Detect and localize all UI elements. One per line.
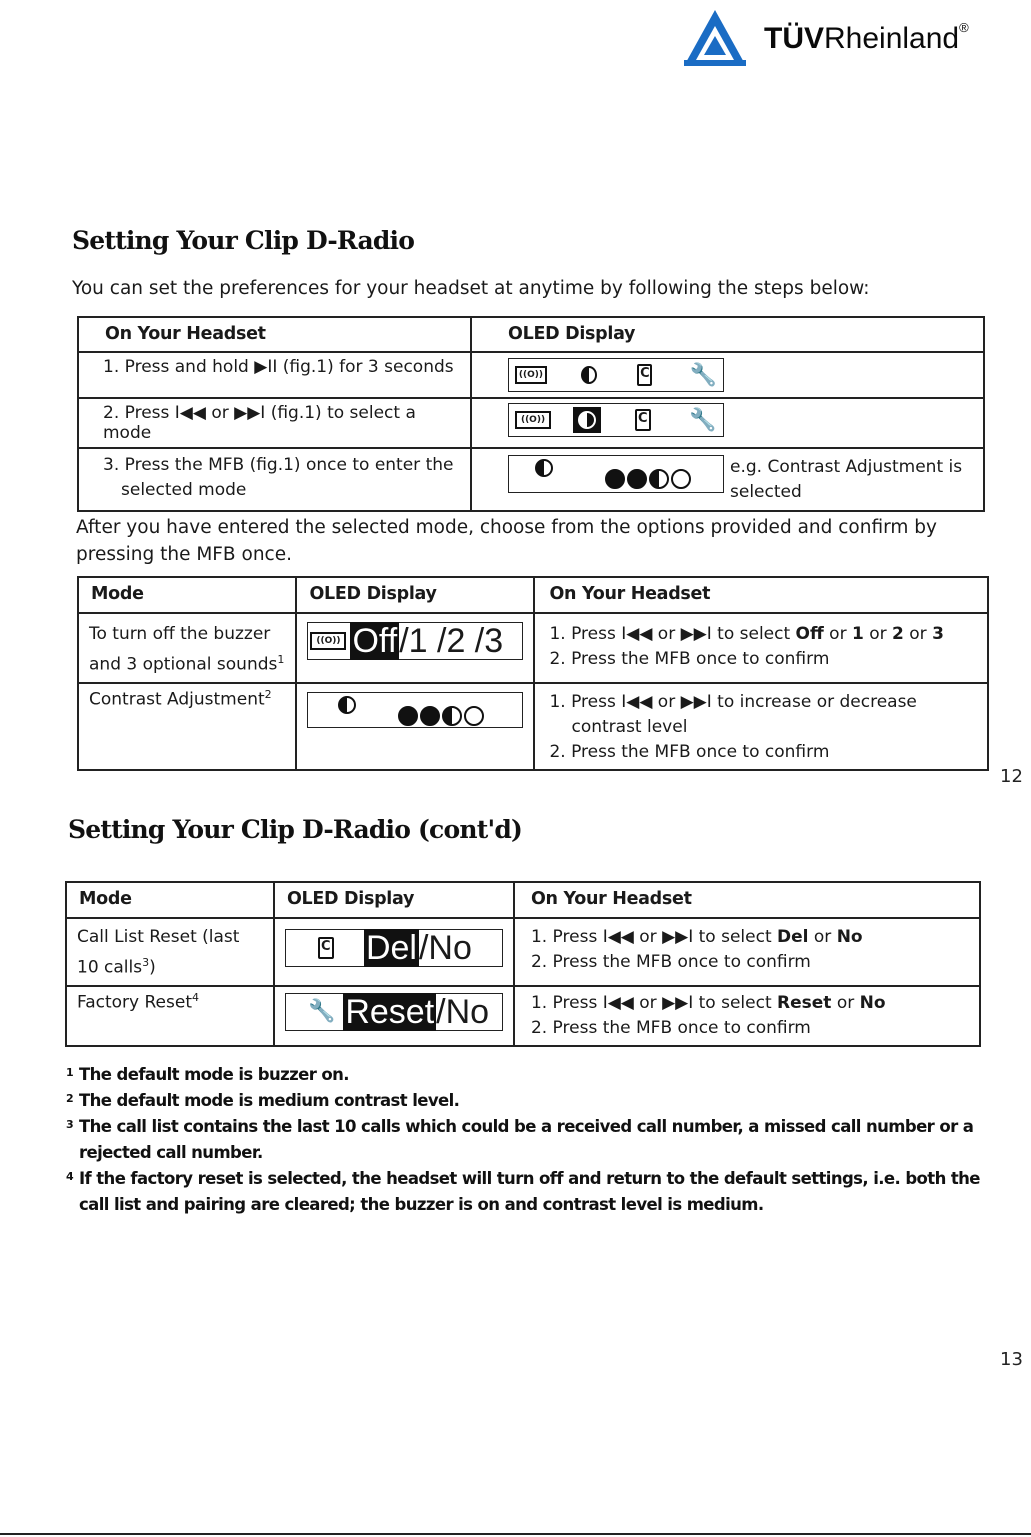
wrench-icon: 🔧 <box>689 362 718 388</box>
contrast-example-note: e.g. Contrast Adjustment is selected <box>730 457 963 502</box>
footnote: 1 The default mode is buzzer on. <box>66 1065 349 1084</box>
call-list-icon <box>318 937 334 959</box>
page-bottom-rule <box>0 1533 1031 1535</box>
contrast-level-dots <box>605 469 691 489</box>
contrast-instructions: 1. Press I◀◀ or ▶▶I to increase or decrease contrast level 2. Press the MFB once to confirm <box>534 683 988 770</box>
footnote: 3 The call list contains the last 10 calls which could be a received call number, a missed call number or a rejected call number. <box>66 1117 974 1162</box>
header-on-your-headset: On Your Headset <box>78 317 471 352</box>
step-1: 1. Press and hold ▶II (fig.1) for 3 seconds <box>78 352 471 398</box>
oled-screen <box>285 929 503 967</box>
oled-screen <box>307 692 523 728</box>
page-title: Setting Your Clip D-Radio (cont'd) <box>68 815 523 844</box>
radio-icon: ((O)) <box>515 411 551 429</box>
reset-mode-table <box>65 881 981 1047</box>
mode-buzzer: To turn off the buzzer and 3 optional sounds$^1$ <box>78 613 296 683</box>
wrench-icon: 🔧 <box>689 407 717 433</box>
header-oled-display: OLED Display <box>471 317 984 352</box>
level-dot-half <box>442 706 462 726</box>
mode-call-list-reset: Call List Reset (last 10 calls$^3$) <box>66 918 274 986</box>
mode-contrast: Contrast Adjustment$^2$ <box>78 683 296 770</box>
level-dot-empty <box>671 469 691 489</box>
oled-selected-option: Off <box>352 622 398 660</box>
oled-screen <box>307 622 523 660</box>
tuv-triangle-icon <box>682 8 748 68</box>
oled-screen <box>508 455 724 493</box>
level-dot-half <box>649 469 669 489</box>
contrast-icon <box>535 459 553 477</box>
logo-wordmark: TÜVRheinland® <box>764 20 969 55</box>
footnote: 4 If the factory reset is selected, the headset will turn off and return to the default settings, i.e. both the call list and pairing are cleared; the buzzer is on and contrast level is medium. <box>66 1169 980 1214</box>
buzzer-instructions: 1. Press I◀◀ or ▶▶I to select Off or 1 or 2 or 3 2. Press the MFB once to confirm <box>534 613 988 683</box>
page-number: 13 <box>1000 1349 1023 1370</box>
header-on-your-headset: On Your Headset <box>534 577 988 613</box>
contrast-icon <box>338 696 356 714</box>
header-mode: Mode <box>78 577 296 613</box>
step-3: 3. Press the MFB (fig.1) once to enter the selected mode <box>78 448 471 511</box>
header-oled-display: OLED Display <box>274 882 514 918</box>
page-title: Setting Your Clip D-Radio <box>72 226 415 255</box>
level-dot-full <box>420 706 440 726</box>
level-dot-full <box>398 706 418 726</box>
after-entering-text: After you have entered the selected mode, choose from the options provided and confirm by pressing the MFB once. <box>76 517 937 565</box>
page-number: 12 <box>1000 766 1023 787</box>
level-dot-full <box>605 469 625 489</box>
oled-screen <box>508 358 724 392</box>
tuv-rheinland-logo <box>682 8 1022 70</box>
level-dot-full <box>627 469 647 489</box>
steps-table <box>77 316 985 512</box>
header-oled-display: OLED Display <box>296 577 534 613</box>
radio-icon: ((O)) <box>515 366 547 384</box>
oled-call-list-reset <box>274 918 514 986</box>
step-2: 2. Press I◀◀ or ▶▶I (fig.1) to select a mode <box>78 398 471 448</box>
mode-factory-reset: Factory Reset$^4$ <box>66 986 274 1046</box>
oled-screen <box>508 403 724 437</box>
contrast-icon-selected <box>573 407 601 433</box>
factory-reset-instructions: 1. Press I◀◀ or ▶▶I to select Reset or No 2. Press the MFB once to confirm <box>514 986 980 1046</box>
oled-selected-option: Reset <box>345 992 435 1031</box>
footnote: 2 The default mode is medium contrast level. <box>66 1091 460 1110</box>
oled-buzzer <box>296 613 534 683</box>
call-list-icon <box>635 409 651 431</box>
oled-other-options: /1 /2 /3 <box>399 622 504 660</box>
contrast-level-dots <box>398 706 484 726</box>
contrast-icon <box>581 366 597 384</box>
oled-factory-reset <box>274 986 514 1046</box>
oled-other-options: /No <box>418 929 472 967</box>
header-mode: Mode <box>66 882 274 918</box>
radio-icon: ((O)) <box>310 632 346 650</box>
mode-table <box>77 576 989 771</box>
level-dot-empty <box>464 706 484 726</box>
oled-selected-option: Del <box>365 929 417 967</box>
wrench-icon: 🔧 <box>307 999 336 1025</box>
header-on-your-headset: On Your Headset <box>514 882 980 918</box>
oled-other-options: /No <box>436 992 490 1031</box>
oled-menu-contrast-highlighted <box>471 398 984 448</box>
oled-screen <box>285 993 503 1031</box>
intro-text: You can set the preferences for your headset at anytime by following the steps below: <box>72 278 870 299</box>
call-list-icon <box>637 364 651 386</box>
oled-contrast <box>296 683 534 770</box>
oled-contrast-example <box>471 448 984 511</box>
call-list-reset-instructions: 1. Press I◀◀ or ▶▶I to select Del or No 2. Press the MFB once to confirm <box>514 918 980 986</box>
footnotes <box>66 1062 981 1218</box>
oled-menu-default <box>471 352 984 398</box>
